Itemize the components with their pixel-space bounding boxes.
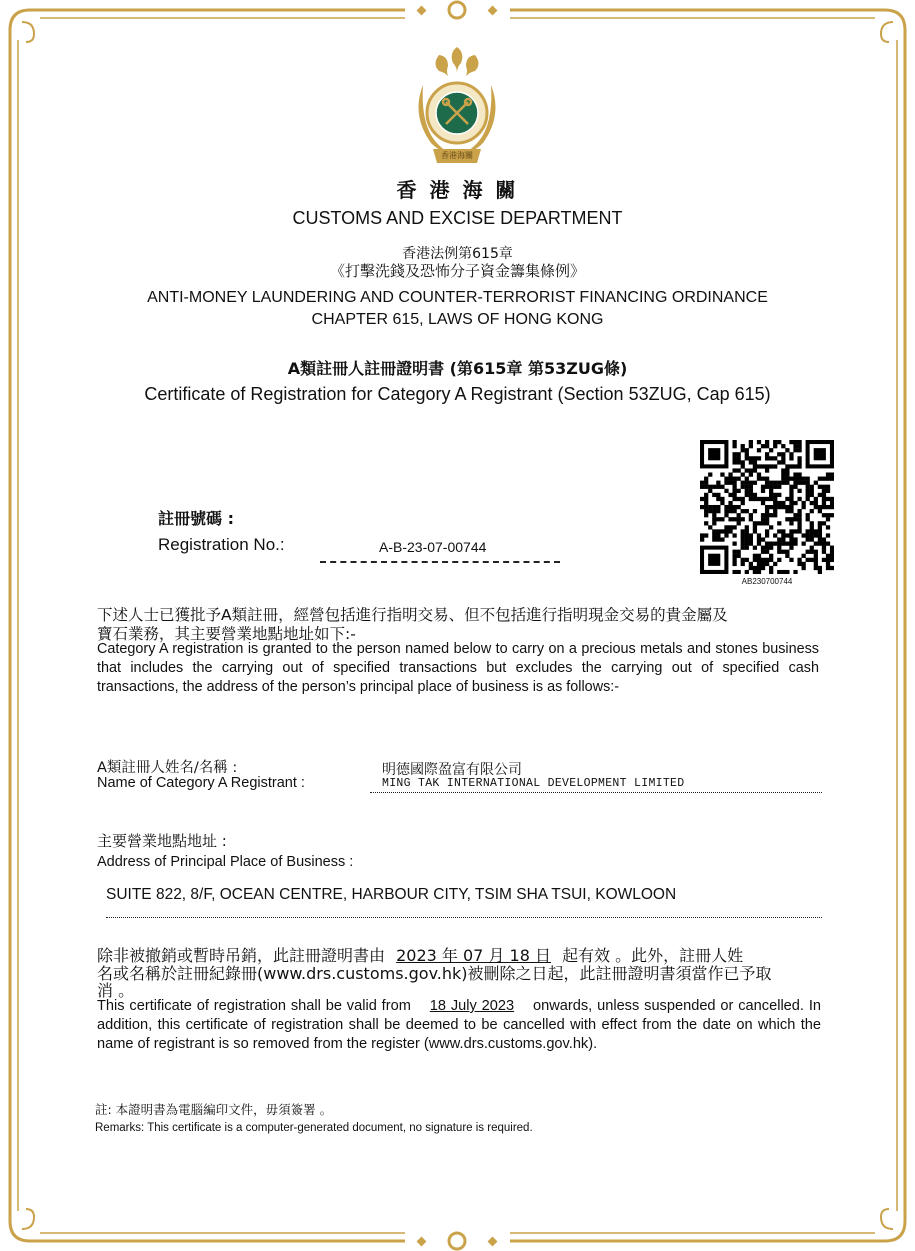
- qr-code: [700, 440, 834, 574]
- intro-en: Category A registration is granted to the person named below to carry on a precious metals and stones business that includes the carrying out of specified transactions but excludes the carrying out of specified cash transactions, the address of the person’s principal place of business is as follows:-: [97, 641, 819, 695]
- registration-number-underline: [320, 561, 560, 563]
- emblem-ribbon-text: 香港海關: [441, 151, 473, 160]
- validity-en-date: 18 July 2023: [429, 998, 515, 1014]
- address-label-zh: 主要營業地點地址 :: [97, 832, 227, 850]
- ordinance-title-zh: 《打擊洗錢及恐怖分子資金籌集條例》: [329, 262, 585, 280]
- remarks-en: Remarks: This certificate is a computer-generated document, no signature is required.: [95, 1122, 533, 1134]
- registrant-label-en: Name of Category A Registrant :: [97, 775, 305, 791]
- registrant-label-zh: A類註冊人姓名/名稱 :: [97, 760, 238, 776]
- registrant-name-underline: [370, 792, 822, 793]
- address-label-en: Address of Principal Place of Business :: [97, 854, 354, 870]
- registration-label-zh: 註冊號碼 :: [158, 509, 234, 528]
- certificate-title-zh: A類註冊人註冊證明書 (第615章 第53ZUG條): [287, 359, 628, 378]
- validity-zh-suffix: 起有效 。此外，註冊人姓: [562, 946, 744, 965]
- validity-en-prefix: This certificate of registration shall be valid from: [97, 998, 411, 1014]
- remarks-zh: 註: 本證明書為電腦編印文件，毋須簽署 。: [95, 1102, 333, 1117]
- validity-en-suffix: onwards, unless suspended or cancelled. In addition, this certificate of registration shall be deemed to be cancelled with effect from the date on which the name of registrant is so removed from the register (www.drs.customs.gov.hk).: [97, 998, 822, 1052]
- registrant-name-en: MING TAK INTERNATIONAL DEVELOPMENT LIMITED: [382, 777, 685, 790]
- validity-zh-line2: 名或名稱於註冊紀錄冊(www.drs.customs.gov.hk)被刪除之日起，此註冊證明書須當作已予取: [97, 964, 772, 983]
- validity-zh-prefix: 除非被撤銷或暫時吊銷，此註冊證明書由: [97, 946, 386, 965]
- validity-en: [97, 997, 821, 1054]
- validity-zh-line3: 消 。: [97, 981, 135, 1000]
- certificate-title-en: Certificate of Registration for Category A Registrant (Section 53ZUG, Cap 615): [144, 384, 771, 404]
- registration-number: A-B-23-07-00744: [379, 539, 487, 555]
- ordinance-chapter-zh: 香港法例第615章: [402, 246, 513, 262]
- intro-zh-line2: 寶石業務，其主要營業地點地址如下:-: [97, 625, 356, 643]
- address-underline: [106, 917, 822, 918]
- registrant-name-zh: 明德國際盈富有限公司: [382, 762, 522, 778]
- ordinance-chapter-en: CHAPTER 615, LAWS OF HONG KONG: [311, 311, 604, 328]
- address-value: SUITE 822, 8/F, OCEAN CENTRE, HARBOUR CITY, TSIM SHA TSUI, KOWLOON: [106, 886, 677, 903]
- ordinance-title-en: ANTI-MONEY LAUNDERING AND COUNTER-TERRORIST FINANCING ORDINANCE: [147, 289, 768, 306]
- department-name-zh: 香 港 海 關: [396, 178, 519, 202]
- intro-zh-line1: 下述人士已獲批予A類註冊，經營包括進行指明交易、但不包括進行指明現金交易的貴金屬及: [97, 606, 728, 624]
- customs-emblem: [405, 45, 509, 169]
- qr-caption: AB230700744: [741, 577, 793, 586]
- validity-zh-date: 2023 年 07 月 18 日: [396, 946, 551, 965]
- registration-label-en: Registration No.:: [158, 535, 285, 554]
- department-name-en: CUSTOMS AND EXCISE DEPARTMENT: [292, 208, 623, 228]
